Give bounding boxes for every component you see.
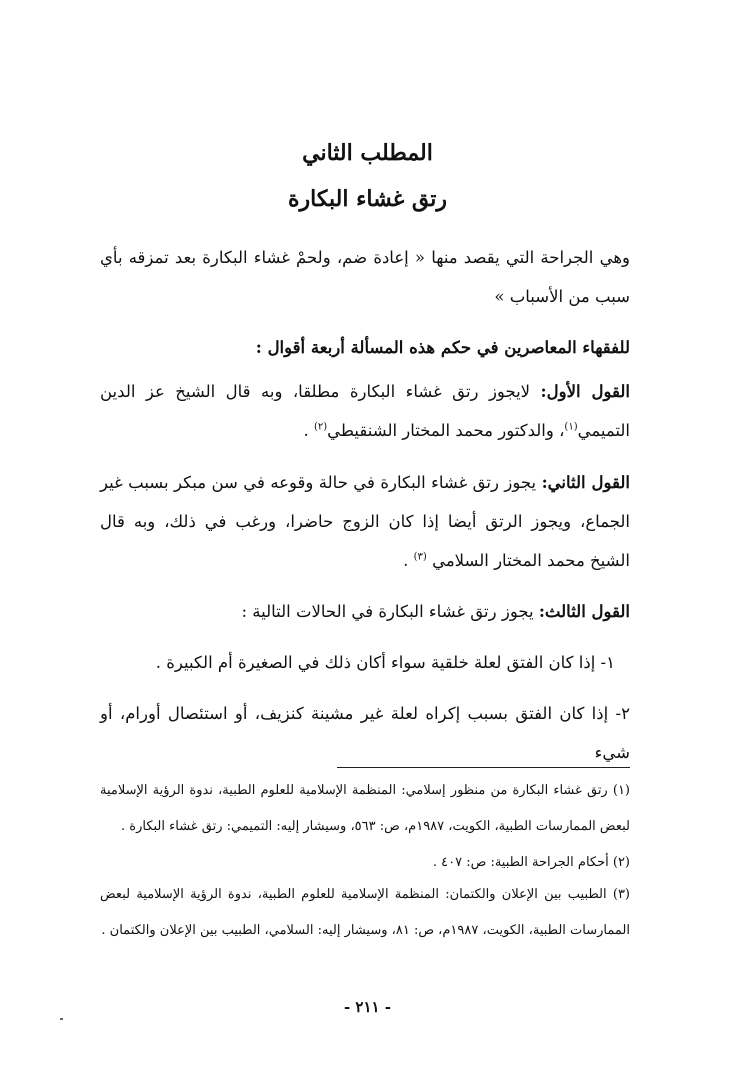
opinion-1-label: القول الأول: (540, 382, 630, 401)
opinions-intro: للفقهاء المعاصرين في حكم هذه المسألة أربعة أقوال : (255, 338, 630, 357)
scan-speck (60, 1018, 63, 1020)
section-title: رتق غشاء البكارة (287, 186, 448, 212)
page-number: - ٢١١ - (343, 998, 392, 1016)
footnote-ref-1: (١) (564, 421, 578, 433)
opinion-3-text: يجوز رتق غشاء البكارة في الحالات التالية : (241, 602, 534, 621)
footnote-ref-3: (٣) (413, 551, 427, 563)
footnote-divider (337, 767, 630, 768)
opinion-3-label: القول الثالث: (538, 602, 630, 621)
footnote-3: (٣) الطبيب بين الإعلان والكتمان: المنظمة الإسلامية للعلوم الطبية، ندوة الرؤية الإسلامية لبعض الممارسات الطبية، الكويت، ١٩٨٧م، ص: ٨١، وسيشار إليه: السلامي، الطبيب بين الإعلان والكتمان . (100, 887, 630, 938)
footnote-2: (٢) أحكام الجراحة الطبية: ص: ٤٠٧ . (432, 855, 630, 870)
opinion-1-text: لايجوز رتق غشاء البكارة مطلقا، وبه قال الشيخ عز الدين التميمي (100, 382, 630, 440)
case-2: ٢- إذا كان الفتق بسبب إكراه لعلة غير مشينة كنزيف، أو استئصال أورام، أو شيء (100, 704, 630, 762)
footnote-1: (١) رتق غشاء البكارة من منظور إسلامي: المنظمة الإسلامية للعلوم الطبية، ندوة الرؤية الإسلامية لبعض الممارسات الطبية، الكويت، ١٩٨٧م، ص: ٥٦٣، وسيشار إليه: التميمي: رتق غشاء البكارة . (100, 783, 630, 834)
opinion-2-paragraph (100, 463, 630, 580)
case-1: ١- إذا كان الفتق لعلة خلقية سواء أكان ذلك في الصغيرة أم الكبيرة . (155, 653, 615, 672)
opinion-2-text: يجوز رتق غشاء البكارة في حالة وقوعه في سن مبكر بسبب غير الجماع، ويجوز الرتق أيضا إذا كان الزوج حاضرا، ورغب في ذلك، وبه قال الشيخ محمد المختار السلامي (100, 473, 630, 570)
opinion-1-paragraph (100, 372, 630, 450)
opinion-1-middle: ، والدكتور محمد المختار الشنقيطي (327, 421, 565, 440)
section-heading: المطلب الثاني (302, 140, 433, 166)
footnote-ref-2: (٢) (313, 421, 328, 433)
opinion-2-label: القول الثاني: (541, 473, 630, 492)
opinion-3-paragraph (100, 592, 630, 631)
opinion-1-end: . (303, 421, 314, 440)
intro-paragraph: وهي الجراحة التي يقصد منها « إعادة ضم، ولحمْ غشاء البكارة بعد تمزقه بأي سبب من الأسباب » (100, 248, 630, 306)
opinion-2-end: . (403, 551, 414, 570)
